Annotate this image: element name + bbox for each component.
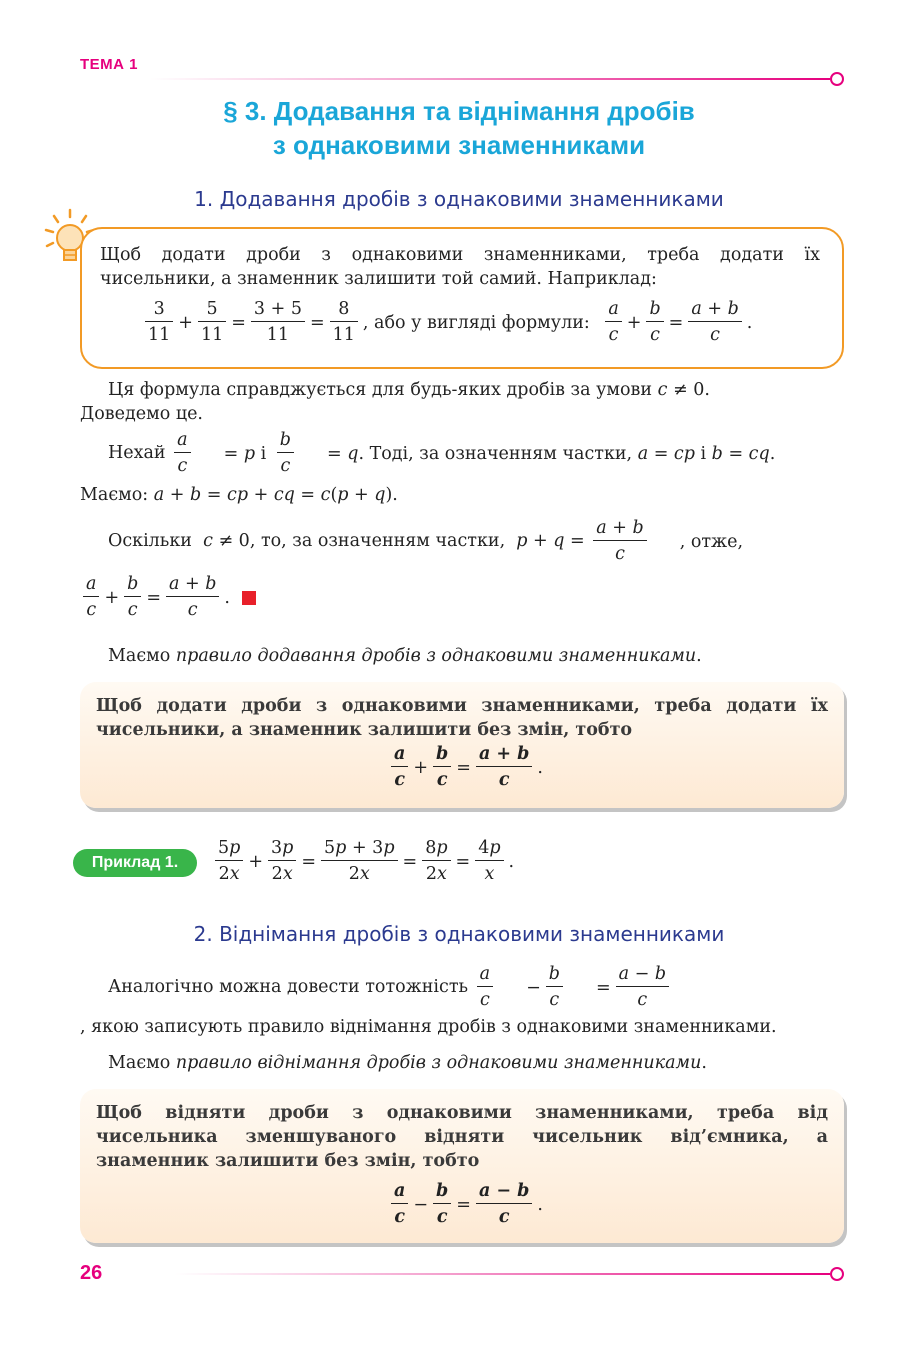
paragraph-title-line1: § 3. Додавання та віднімання дробів xyxy=(223,96,695,126)
subtraction-rule-box xyxy=(80,1089,844,1243)
paragraph-condition: Ця формула справджується для будь-яких дробів за умови c ≠ 0. Доведемо це. xyxy=(80,380,710,424)
paragraph-have: Маємо: a + b = cp + cq = c(p + q). xyxy=(80,485,398,505)
addition-rule-box xyxy=(80,682,844,808)
footer-rule-end-icon xyxy=(830,1267,844,1281)
proof-result: $\frac{a}{c}$ + $\frac{b}{c}$ = $\frac{a + b}{c}$ . xyxy=(80,572,845,623)
end-of-proof-icon xyxy=(242,591,256,605)
addition-rule-formula: $\frac{a}{c}$ + $\frac{b}{c}$ = $\frac{a + b}{c}$ . xyxy=(388,742,545,793)
footer-rule xyxy=(175,1273,830,1275)
section1-heading: 1. Додавання дробів з однаковими знаменниками xyxy=(194,187,724,211)
header-rule xyxy=(150,78,830,80)
example-badge: Приклад 1. xyxy=(73,849,197,877)
paragraph-title-line2: з однаковими знаменниками xyxy=(272,130,646,160)
section2-heading: 2. Віднімання дробів з однаковими знаменниками xyxy=(193,922,725,946)
header-rule-end-icon xyxy=(830,72,844,86)
paragraph-subtraction: Аналогічно можна довести тотожність $\frac{a}{c}$ − $\frac{b}{c}$ = $\frac{a - b}{c}$ xyxy=(80,962,845,1013)
paragraph-subtraction-end: , якою записують правило віднімання дробів з однаковими знаменниками. xyxy=(80,1017,777,1037)
definition-box xyxy=(80,227,844,369)
definition-text: Щоб додати дроби з однаковими знаменниками, треба додати їх чисельники, а знаменник залишити той самий. Наприклад: xyxy=(100,245,820,289)
paragraph-subtraction-rule-intro: Маємо правило віднімання дробів з однаковими знаменниками. xyxy=(108,1053,707,1073)
topic-label: ТЕМА 1 xyxy=(80,56,139,73)
paragraph-let: Нехай $\frac{a}{c}$ = p і $\frac{b}{c}$ = q. Тоді, за означенням частки, a = cp і b = cq. xyxy=(80,428,845,479)
example-formula: $\frac{3}{11}$ + $\frac{5}{11}$ = $\frac{3 + 5}{11}$ = $\frac{8}{11}$ , або у вигляді формули: $\frac{a}{c}$ + $\frac{b}{c}$ = $\frac{a + b}{c}$ . xyxy=(142,297,754,348)
subtraction-rule-text: Щоб відняти дроби з однаковими знаменниками, треба від чисельника зменшуваного відняти чисельник від’ємника, а знаменник залишити без змін, тобто xyxy=(96,1103,828,1171)
addition-rule-text: Щоб додати дроби з однаковими знаменниками, треба додати їх чисельники, а знаменник залишити без змін, тобто xyxy=(96,696,828,740)
or-formula-text: , або у вигляді формули: xyxy=(362,312,590,333)
page-number: 26 xyxy=(80,1262,103,1284)
paragraph-rule-intro: Маємо правило додавання дробів з однаковими знаменниками. xyxy=(108,646,702,666)
paragraph-since: Оскільки c ≠ 0, то, за означенням частки, p + q = $\frac{a + b}{c}$ , отже, xyxy=(80,516,845,567)
subtraction-rule-formula: $\frac{a}{c}$ − $\frac{b}{c}$ = $\frac{a - b}{c}$ . xyxy=(388,1179,545,1230)
example1-formula: $\frac{5p}{2x}$ + $\frac{3p}{2x}$ = $\frac{5p + 3p}{2x}$ = $\frac{8p}{2x}$ = $\frac{4p}{x}$ . xyxy=(212,836,516,887)
